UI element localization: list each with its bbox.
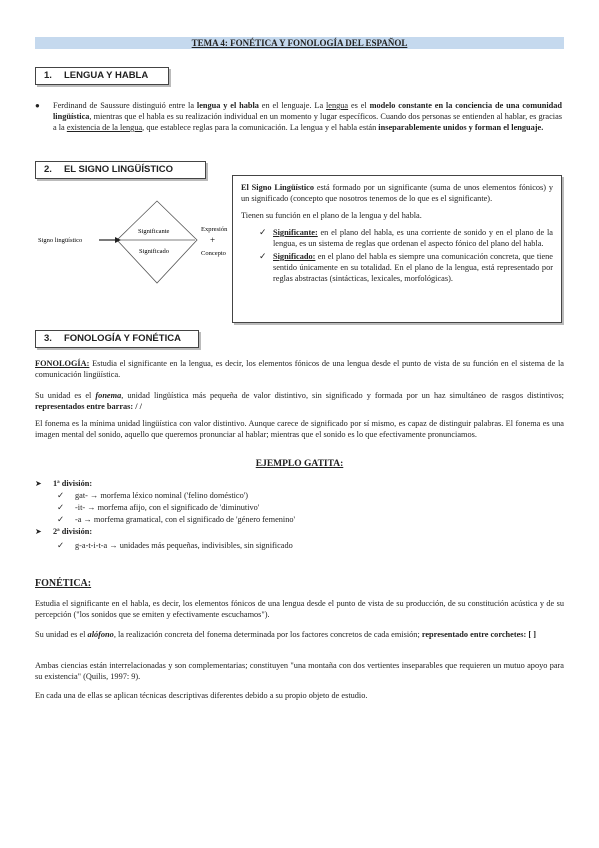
ambas-ciencias-paragraph: Ambas ciencias están interrelacionadas y son complementarias; constituyen "una montaña con dos vertientes inseparables que requieren un mutuo apoyo para su existencia" (Quilis, 1997: 9). (35, 661, 564, 681)
list-item: ✓ g-a-t-i-t-a → unidades más pequeñas, indivisibles, sin significado (57, 541, 293, 550)
diagram-right-label-1: Expresión (201, 226, 228, 233)
section-heading-1: 1. LENGUA Y HABLA (35, 67, 169, 85)
checkmark-icon: ✓ (259, 251, 267, 261)
fonema-definition-paragraph: El fonema es la mínima unidad lingüística con valor distintivo. Aunque carece de significado por sí mismo, es capaz de distinguir palabras. El fonema es una imagen mental del sonido, aquello que queremos pronunciar al hablar; mientras que el sonido es lo que efectivamente pronunciamos. (35, 419, 564, 439)
fonetica-heading: FONÉTICA: (35, 578, 92, 589)
gatita-list (35, 478, 564, 551)
list-item: ✓ Significado: en el plano del habla es siempre una comunicación concreta, que tiene sentido únicamente en su totalidad. En el plano de la lengua, está representado por reglas abstractas (sintácticas, lexicales, morfológicas). (259, 251, 553, 283)
list-item: ✓ gat- → morfema léxico nominal ('felino doméstico') (57, 491, 249, 500)
list-item: ➤ 1ª división: (35, 479, 93, 488)
checkmark-icon: ✓ (57, 503, 64, 512)
signo-definition-box: El Signo Lingüístico está formado por un significante (suma de unos elementos fónicos) y un significado (concepto que nosotros tenemos de lo que es el significante). Tienen su función en el plano de la lengua y del habla. ✓ Significante: en el plano del habla, es una corriente de sonido y en el plano de la lengua, es un sistema de reglas que ordenan el aspecto fónico del plano del habla. ✓ Significado: en el plano del habla es siempre una comunicación concreta, que tiene sentido únicamente en su totalidad. En el plano de la lengua, está representado por reglas abstractas (sintácticas, lexicales, morfológicas). (232, 175, 562, 323)
section-heading-3: 3. FONOLOGÍA Y FONÉTICA (35, 330, 199, 348)
fonologia-paragraph: FONOLOGÍA: Estudia el significante en la lengua, es decir, los elementos fónicos de una lengua desde el punto de vista de su función en el sistema de la comunicación lingüística. (35, 359, 564, 379)
arrow-bullet-icon: ➤ (35, 479, 42, 488)
checkmark-icon: ✓ (259, 227, 267, 237)
diagram-right-label-2: Concepto (201, 250, 226, 257)
diagram-left-label: Signo lingüístico (38, 237, 83, 244)
alofono-paragraph: Su unidad es el alófono, la realización concreta del fonema determinada por los factores concretos de cada emisión; representado entre corchetes: [ ] (35, 630, 536, 639)
diagram-plus: + (210, 235, 216, 245)
checkmark-icon: ✓ (57, 541, 64, 550)
diagram-diamond (117, 201, 197, 283)
section-heading-2: 2. EL SIGNO LINGÜÍSTICO (35, 161, 206, 179)
list-item: ✓ -it- → morfema afijo, con el significado de 'diminutivo' (57, 503, 260, 512)
checkmark-icon: ✓ (57, 491, 64, 500)
arrow-right-icon (115, 237, 121, 243)
arrow-bullet-icon: ➤ (35, 527, 42, 536)
checkmark-icon: ✓ (57, 515, 64, 524)
list-item: ✓ Significante: en el plano del habla, es una corriente de sonido y en el plano de la lengua, es un sistema de reglas que ordenan el aspecto fónico del plano del habla. (259, 227, 553, 248)
diagram-top-label: Significante (138, 228, 170, 235)
tecnicas-paragraph: En cada una de ellas se aplican técnicas descriptivas diferentes debido a su propio objeto de estudio. (35, 691, 368, 700)
ejemplo-heading: EJEMPLO GATITA: (255, 459, 344, 469)
list-item: ➤ 2ª división: (35, 527, 93, 536)
page-title: TEMA 4: FONÉTICA Y FONOLOGÍA DEL ESPAÑOL (35, 37, 564, 49)
fonetica-paragraph: Estudia el significante en el habla, es decir, los elementos fónicos de una lengua desde el punto de vista de su producción, de su constitución acústica y de su percepción ("los sonidos que se emiten y efectivamente escuchamos"). (35, 599, 564, 619)
section-1-paragraph: ● Ferdinand de Saussure distinguió entre la lengua y el habla en el lenguaje. La lengua es el modelo constante en la conciencia de una comunidad lingüística, mientras que el habla es su realización individual en un momento y lugar específicos. Cuando dos personas se entienden al hablar, es gracias a la existencia de la lengua, que establece reglas para la comunicación. La lengua y el habla están inseparablemente unidos y forman el lenguaje. (35, 101, 563, 132)
diagram-bottom-label: Significado (139, 248, 169, 255)
list-item: ✓ -a → morfema gramatical, con el significado de 'género femenino' (57, 515, 296, 524)
fonema-paragraph: Su unidad es el fonema, unidad lingüística más pequeña de valor distintivo, sin significado y formada por un haz simultáneo de rasgos distintivos; representados entre barras: / / (35, 391, 564, 411)
bullet-icon: ● (35, 101, 40, 110)
signo-diagram (35, 195, 235, 290)
